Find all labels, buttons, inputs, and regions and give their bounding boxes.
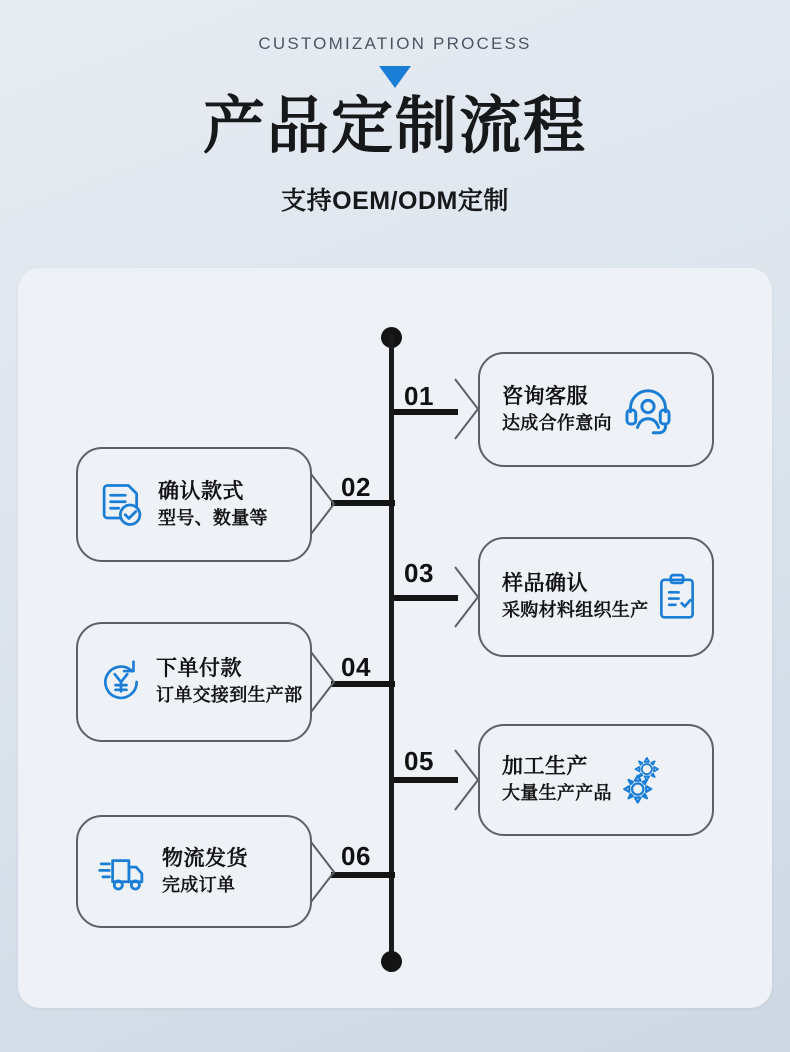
- step-card-04-title: 下单付款: [156, 657, 242, 681]
- step-card-05-bracket: [454, 749, 480, 811]
- timeline-end-dot: [381, 951, 402, 972]
- delivery-truck-icon: [96, 846, 152, 898]
- step-card-05[interactable]: [478, 724, 714, 836]
- gears-icon: [616, 751, 674, 809]
- step-card-03-bracket: [454, 566, 480, 628]
- step-card-02-text: [158, 479, 268, 531]
- step-card-06-text: [162, 846, 248, 898]
- step-card-03-text: [502, 571, 650, 623]
- step-card-01[interactable]: [478, 352, 714, 467]
- step-card-04[interactable]: [76, 622, 312, 742]
- step-number-04: 04: [341, 652, 371, 682]
- step-card-03-desc: 采购材料组织生产: [502, 600, 649, 621]
- step-card-03[interactable]: [478, 537, 714, 657]
- step-card-06-bracket: [310, 841, 336, 903]
- step-card-01-bracket: [454, 378, 480, 440]
- step-card-04-desc: 订单交接到生产部: [156, 685, 303, 706]
- step-number-03: 03: [404, 558, 434, 588]
- step-card-06[interactable]: [76, 815, 312, 928]
- eyebrow-text: CUSTOMIZATION PROCESS: [258, 34, 532, 53]
- yuan-payment-icon: [96, 657, 146, 707]
- step-card-02-desc: 型号、数量等: [158, 507, 268, 528]
- step-number-01: 01: [404, 381, 434, 411]
- tick-05: [394, 777, 458, 783]
- step-card-04-text: [156, 656, 302, 708]
- triangle-down-icon: [379, 66, 411, 88]
- step-card-02[interactable]: [76, 447, 312, 562]
- step-card-03-title: 样品确认: [502, 572, 588, 596]
- page-header: [0, 0, 790, 217]
- step-card-05-text: [502, 754, 612, 806]
- step-card-05-title: 加工生产: [502, 755, 588, 779]
- document-check-icon: [96, 479, 148, 531]
- tick-06: [331, 872, 395, 878]
- step-number-02: 02: [341, 472, 371, 502]
- step-card-01-desc: 达成合作意向: [502, 412, 612, 433]
- step-card-02-bracket: [310, 473, 336, 535]
- step-card-02-title: 确认款式: [158, 479, 244, 503]
- tick-03: [394, 595, 458, 601]
- headset-support-icon: [620, 382, 676, 438]
- step-number-06: 06: [341, 841, 371, 871]
- step-card-06-title: 物流发货: [162, 846, 248, 870]
- page-title: 产品定制流程: [202, 92, 587, 161]
- step-card-06-desc: 完成订单: [162, 874, 236, 895]
- page-subtitle: 支持OEM/ODM定制: [281, 187, 509, 216]
- step-card-01-title: 咨询客服: [502, 384, 588, 408]
- step-card-01-text: [502, 384, 612, 436]
- step-card-05-desc: 大量生产产品: [502, 783, 612, 804]
- step-number-05: 05: [404, 746, 434, 776]
- step-card-04-bracket: [310, 651, 336, 713]
- clipboard-check-icon: [652, 572, 702, 622]
